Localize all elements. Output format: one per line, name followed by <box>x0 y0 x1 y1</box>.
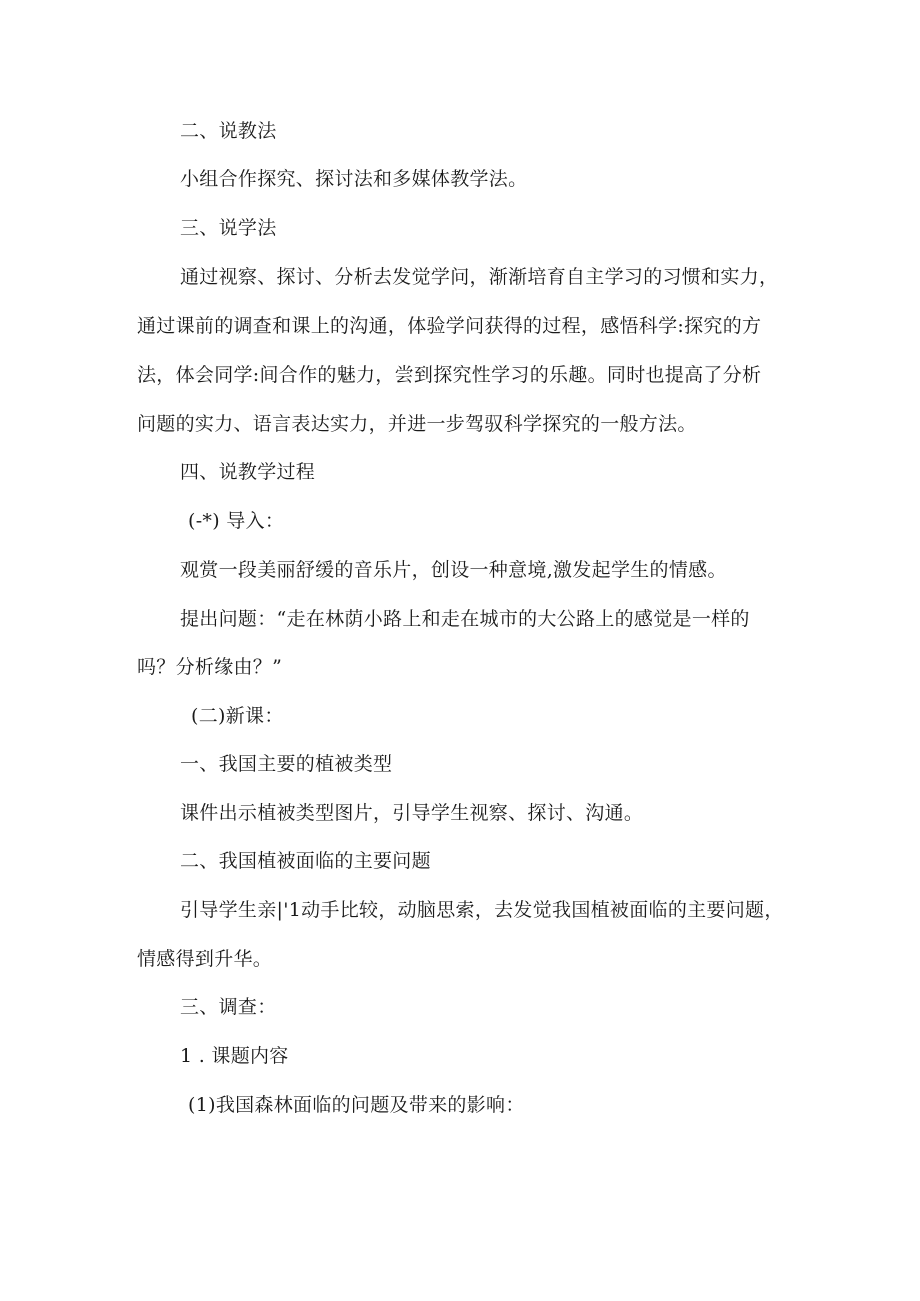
paragraph-question-line-2: 吗？分析缘由？” <box>137 656 283 678</box>
paragraph-vegetation-problems-line-1: 引导学生亲|'1动手比较，动脑思索，去发觉我国植被面临的主要问题， <box>180 899 784 921</box>
paragraph-learning-method-line-1: 通过视察、探讨、分析去发觉学问，渐渐培育自主学习的习惯和实力， <box>180 266 779 288</box>
heading-survey: 三、调查： <box>180 996 277 1018</box>
paragraph-vegetation-problems-line-2: 情感得到升华。 <box>137 948 273 970</box>
paragraph-teaching-method: 小组合作探究、探讨法和多媒体教学法。 <box>180 168 528 190</box>
paragraph-learning-method-line-4: 问题的实力、语言表达实力，并进一步驾驭科学探究的一般方法。 <box>137 413 697 435</box>
paragraph-learning-method-line-3: 法，体会同学:间合作的魅力，尝到探究性学习的乐趣。同时也提高了分析 <box>137 364 762 386</box>
heading-teaching-method: 二、说教法 <box>180 120 277 142</box>
paragraph-introduction: 观赏一段美丽舒缓的音乐片，创设一种意境,激发起学生的情感。 <box>180 559 727 581</box>
paragraph-vegetation-types: 课件出示植被类型图片，引导学生视察、探讨、沟通。 <box>180 802 644 824</box>
subheading-topic-content: 1 . 课题内容 <box>180 1045 289 1067</box>
subheading-new-lesson: (二)新课： <box>191 705 284 727</box>
list-item-forest-problems: (1)我国森林面临的问题及带来的影响： <box>188 1094 525 1116</box>
heading-vegetation-types: 一、我国主要的植被类型 <box>180 753 393 775</box>
paragraph-question-line-1: 提出问题：“走在林荫小路上和走在城市的大公路上的感觉是一样的 <box>180 608 750 630</box>
paragraph-learning-method-line-2: 通过课前的调查和课上的沟通，体验学问获得的过程，感悟科学:探究的方 <box>137 315 762 337</box>
heading-learning-method: 三、说学法 <box>180 217 277 239</box>
subheading-introduction: (-*) 导入： <box>188 510 285 532</box>
heading-teaching-process: 四、说教学过程 <box>180 461 316 483</box>
heading-vegetation-problems: 二、我国植被面临的主要问题 <box>180 850 431 872</box>
